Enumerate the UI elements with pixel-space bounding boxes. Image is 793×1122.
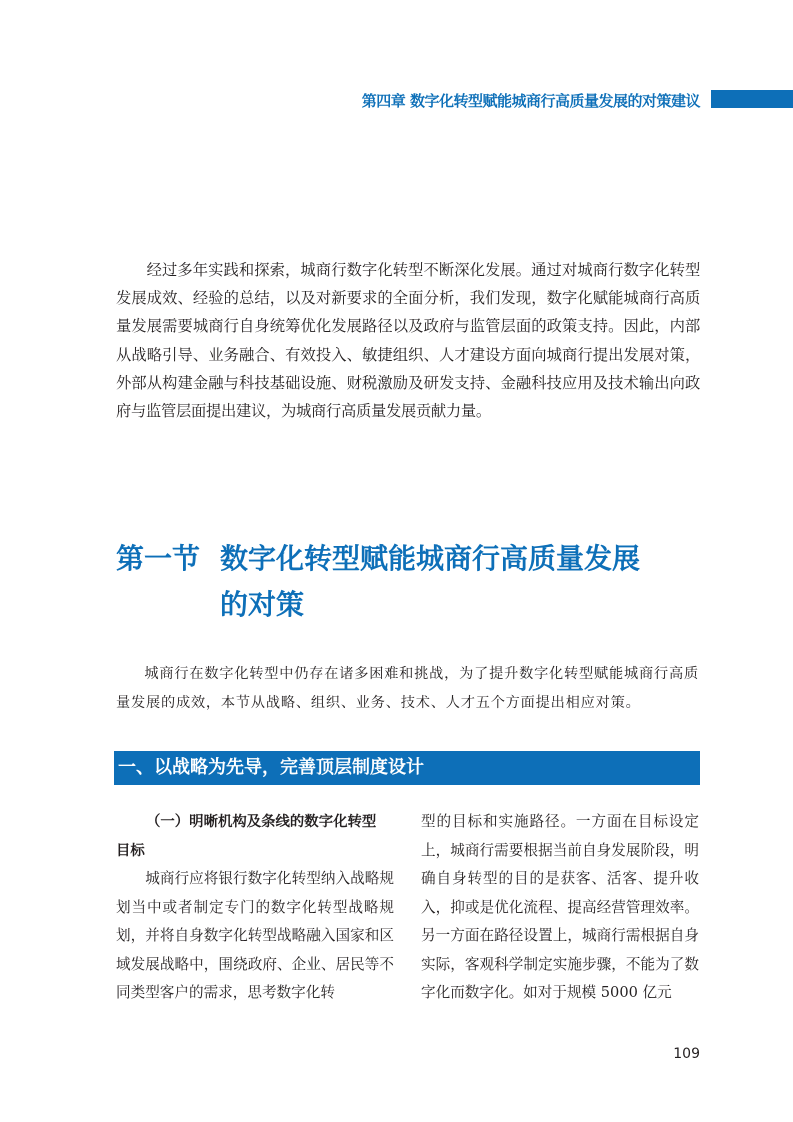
subsection-title-bar: 一、以战略为先导，完善顶层制度设计 xyxy=(114,751,700,785)
section-title-line1: 数字化转型赋能城商行高质量发展 xyxy=(220,542,641,575)
section-intro-paragraph: 城商行在数字化转型中仍存在诸多困难和挑战，为了提升数字化转型赋能城商行高质量发展的成效，本节从战略、组织、业务、技术、人才五个方面提出相应对策。 xyxy=(116,666,699,711)
intro-paragraph: 经过多年实践和探索，城商行数字化转型不断深化发展。通过对城商行数字化转型发展成效、经验的总结，以及对新要求的全面分析，我们发现，数字化赋能城商行高质量发展需要城商行自身统筹优化发展路径以及政府与监管层面的政策支持。因此，内部从战略引导、业务融合、有效投入、敏捷组织、人才建设方面向城商行提出发展对策，外部从构建金融与科技基础设施、财税激励及研发支持、金融科技应用及技术输出向政府与监管层面提出建议，为城商行高质量发展贡献力量。 xyxy=(116,261,700,421)
body-column-left xyxy=(116,808,394,1008)
section-heading xyxy=(116,536,716,628)
running-header-chapter-title: 第四章 数字化转型赋能城商行高质量发展的对策建议 xyxy=(361,92,700,110)
section-label: 第一节 xyxy=(116,542,201,575)
subheading-part1: （一）明晰机构及条线的数字化转型 xyxy=(146,814,377,830)
body-paragraph-right: 型的目标和实施路径。一方面在目标设定上，城商行需要根据当前自身发展阶段，明确自身转型的目的是获客、活客、提升收入，抑或是优化流程、提高经营管理效率。另一方面在路径设置上，城商行需根据自身实际，客观科学制定实施步骤，不能为了数字化而数字化。如对于规模 5000 亿元 xyxy=(421,813,699,1001)
body-paragraph-left: 城商行应将银行数字化转型纳入战略规划当中或者制定专门的数字化转型战略规划，并将自身数字化转型战略融入国家和区域发展战略中，围绕政府、企业、居民等不同类型客户的需求，思考数字化转 xyxy=(116,870,394,1001)
header-accent-bar xyxy=(711,90,793,108)
subheading-part2: 目标 xyxy=(116,842,145,859)
section-title-line2: 的对策 xyxy=(220,588,305,621)
page-number: 109 xyxy=(673,1046,700,1062)
body-column-right xyxy=(421,808,699,1008)
subheading xyxy=(116,808,394,865)
